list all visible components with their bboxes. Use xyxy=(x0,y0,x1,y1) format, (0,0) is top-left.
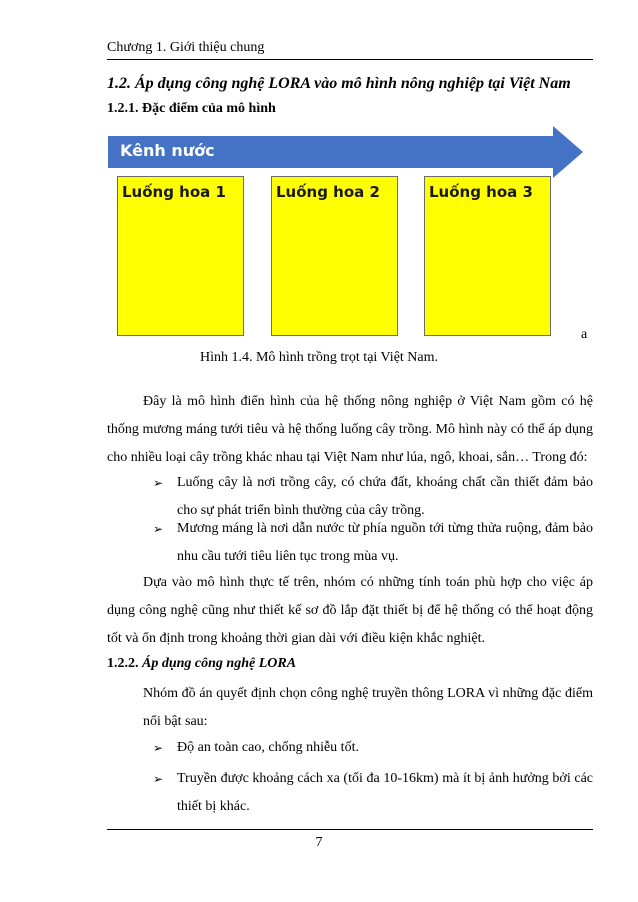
bullet-text: Luống cây là nơi trồng cây, có chứa đất, khoáng chất cần thiết đảm bảo cho sự phát triển bình thường của cây trồng. xyxy=(177,475,593,518)
header-rule xyxy=(107,59,593,60)
bullet-item xyxy=(153,515,593,571)
bed-label: Luống hoa 3 xyxy=(429,183,533,201)
subsection-title: Đặc điểm của mô hình xyxy=(142,101,276,116)
subsection-heading-1 xyxy=(107,101,276,117)
stray-mark: a xyxy=(581,327,588,342)
figure-caption: Hình 1.4. Mô hình trồng trọt tại Việt Nam. xyxy=(199,350,439,365)
subsection-number: 1.2.1. xyxy=(107,101,139,116)
bullet-arrow-icon: ➢ xyxy=(153,772,164,786)
arrow-head-icon xyxy=(553,126,583,178)
bullet-arrow-icon: ➢ xyxy=(153,476,164,490)
bullet-arrow-icon: ➢ xyxy=(153,522,164,536)
flower-bed-2 xyxy=(271,176,398,336)
bullet-text: Độ an toàn cao, chống nhiễu tốt. xyxy=(177,740,359,755)
flower-bed-3 xyxy=(424,176,551,336)
bullet-text: Mương máng là nơi dẫn nước từ phía nguồn tới từng thửa ruộng, đảm bảo nhu cầu tưới tiêu liên tục trong mùa vụ. xyxy=(177,521,593,564)
bed-label: Luống hoa 1 xyxy=(122,183,226,201)
section-heading: 1.2. Áp dụng công nghệ LORA vào mô hình nông nghiệp tại Việt Nam xyxy=(107,75,571,92)
bed-label: Luống hoa 2 xyxy=(276,183,380,201)
subsection-number: 1.2.2. xyxy=(107,656,139,671)
bullet-text: Truyền được khoảng cách xa (tối đa 10-16km) mà ít bị ảnh hưởng bởi các thiết bị khác. xyxy=(177,771,593,814)
channel-label: Kênh nước xyxy=(120,141,215,160)
farm-model-diagram xyxy=(108,126,583,338)
subsection-title: Áp dụng công nghệ LORA xyxy=(142,656,297,671)
running-header: Chương 1. Giới thiệu chung xyxy=(107,40,265,55)
bullet-arrow-icon: ➢ xyxy=(153,741,164,755)
paragraph-3: Nhóm đồ án quyết định chọn công nghệ truyền thông LORA vì những đặc điểm nổi bật sau: xyxy=(143,686,593,729)
bullet-item xyxy=(153,765,593,821)
bullet-item xyxy=(153,734,593,762)
flower-bed-1 xyxy=(117,176,244,336)
paragraph-1: Đây là mô hình điển hình của hệ thống nông nghiệp ở Việt Nam gồm có hệ thống mương máng tưới tiêu và hệ thống luống cây trồng. Mô hình này có thể áp dụng cho nhiều loại cây trồng khác nhau tại Việt Nam như lúa, ngô, khoai, sắn… Trong đó: xyxy=(107,394,593,465)
paragraph-2: Dựa vào mô hình thực tế trên, nhóm có những tính toán phù hợp cho việc áp dụng công nghệ cũng như thiết kế sơ đồ lắp đặt thiết bị để hệ thống có thể hoạt động tốt và ổn định trong khoảng thời gian dài với điều kiện khắc nghiệt. xyxy=(107,575,593,646)
footer-rule xyxy=(107,829,593,830)
subsection-heading-2 xyxy=(107,656,296,672)
page-number: 7 xyxy=(315,835,323,850)
